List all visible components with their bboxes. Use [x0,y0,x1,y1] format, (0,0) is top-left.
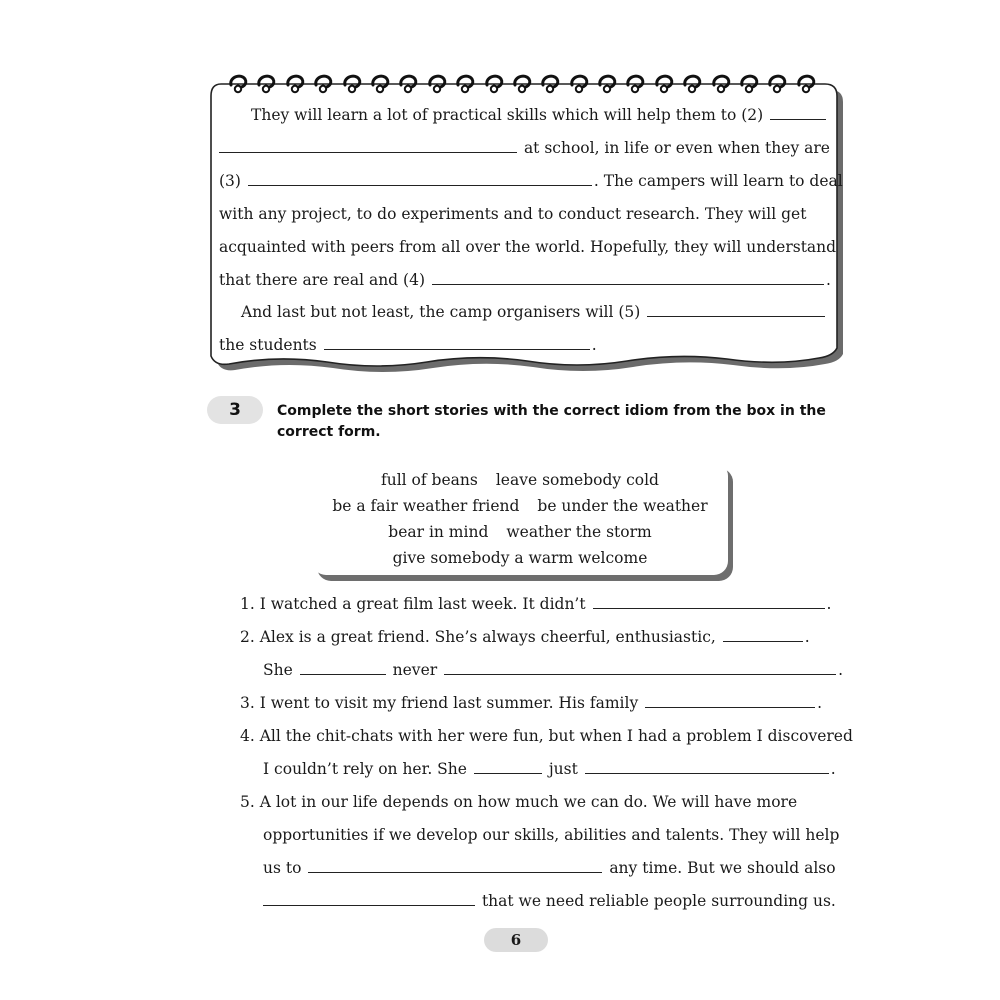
passage-line-3: (3) . The campers will learn to deal [219,172,843,190]
idiom-box [312,462,728,575]
spiral-ring-icon [793,72,821,94]
spiral-ring-icon [594,72,622,94]
spiral-ring-icon [736,72,764,94]
idiom-row [312,497,728,515]
item-2-continued: She never . [263,661,844,679]
instruction-line-1: Complete the short stories with the correct idiom from the box in the [277,403,826,419]
spiral-ring-icon [651,72,679,94]
answer-blank[interactable] [324,348,590,350]
spiral-ring-icon [395,72,423,94]
spiral-ring-icon [367,72,395,94]
notebook-passage-box [207,80,843,370]
answer-blank[interactable] [723,640,803,642]
item-5-line-3: us to any time. But we should also [263,859,836,877]
spiral-ring-icon [679,72,707,94]
spiral-ring-icon [452,72,480,94]
passage-line-8: the students . [219,336,597,354]
page-number: 6 [484,928,548,952]
idiom-row [312,549,728,567]
item-5: 5. A lot in our life depends on how much we can do. We will have more [240,793,798,811]
answer-blank[interactable] [593,607,825,609]
passage-line-6: that there are real and (4) . [219,271,831,289]
answer-blank[interactable] [444,673,836,675]
answer-blank[interactable] [432,283,824,285]
spiral-binding [225,72,821,94]
passage-line-5: acquainted with peers from all over the world. Hopefully, they will understand [219,238,837,256]
spiral-ring-icon [509,72,537,94]
spiral-ring-icon [708,72,736,94]
item-3: 3. I went to visit my friend last summer. His family . [240,694,823,712]
idiom-item: weather the storm [506,523,652,541]
answer-blank[interactable] [645,706,815,708]
idiom-item: be a fair weather friend [332,497,520,515]
spiral-ring-icon [424,72,452,94]
answer-blank[interactable] [219,151,517,153]
answer-blank[interactable] [647,315,825,317]
idiom-row [312,471,728,489]
spiral-ring-icon [310,72,338,94]
spiral-ring-icon [537,72,565,94]
item-5-line-4: that we need reliable people surrounding us. [263,894,836,910]
answer-blank[interactable] [770,118,826,120]
answer-blank[interactable] [248,184,592,186]
spiral-ring-icon [481,72,509,94]
spiral-ring-icon [339,72,367,94]
passage-line-7: And last but not least, the camp organisers will (5) [241,305,827,321]
item-1: 1. I watched a great film last week. It didn’t . [240,595,832,613]
spiral-ring-icon [282,72,310,94]
spiral-ring-icon [622,72,650,94]
passage-line-4: with any project, to do experiments and to conduct research. They will get [219,205,807,223]
idiom-item: give somebody a warm welcome [392,549,648,567]
idiom-row [312,523,728,541]
spiral-ring-icon [566,72,594,94]
item-4-continued: I couldn’t rely on her. She just . [263,760,836,778]
item-2: 2. Alex is a great friend. She’s always cheerful, enthusiastic, . [240,628,810,646]
answer-blank[interactable] [308,871,602,873]
spiral-ring-icon [225,72,253,94]
instruction-line-2: correct form. [277,424,381,440]
item-5-line-2: opportunities if we develop our skills, abilities and talents. They will help [263,826,840,844]
idiom-item: leave somebody cold [495,471,659,489]
answer-blank[interactable] [300,673,386,675]
answer-blank[interactable] [263,904,475,906]
passage-line-2: at school, in life or even when they are [219,141,830,157]
spiral-ring-icon [764,72,792,94]
item-4: 4. All the chit-chats with her were fun, but when I had a problem I discovered [240,727,853,745]
exercise-instruction [277,401,842,443]
spiral-ring-icon [253,72,281,94]
answer-blank[interactable] [585,772,829,774]
passage-line-1: They will learn a lot of practical skills which will help them to (2) [251,108,828,124]
idiom-item: full of beans [381,471,478,489]
idiom-item: be under the weather [537,497,708,515]
exercise-number-badge: 3 [207,396,263,424]
idiom-item: bear in mind [388,523,489,541]
answer-blank[interactable] [474,772,542,774]
